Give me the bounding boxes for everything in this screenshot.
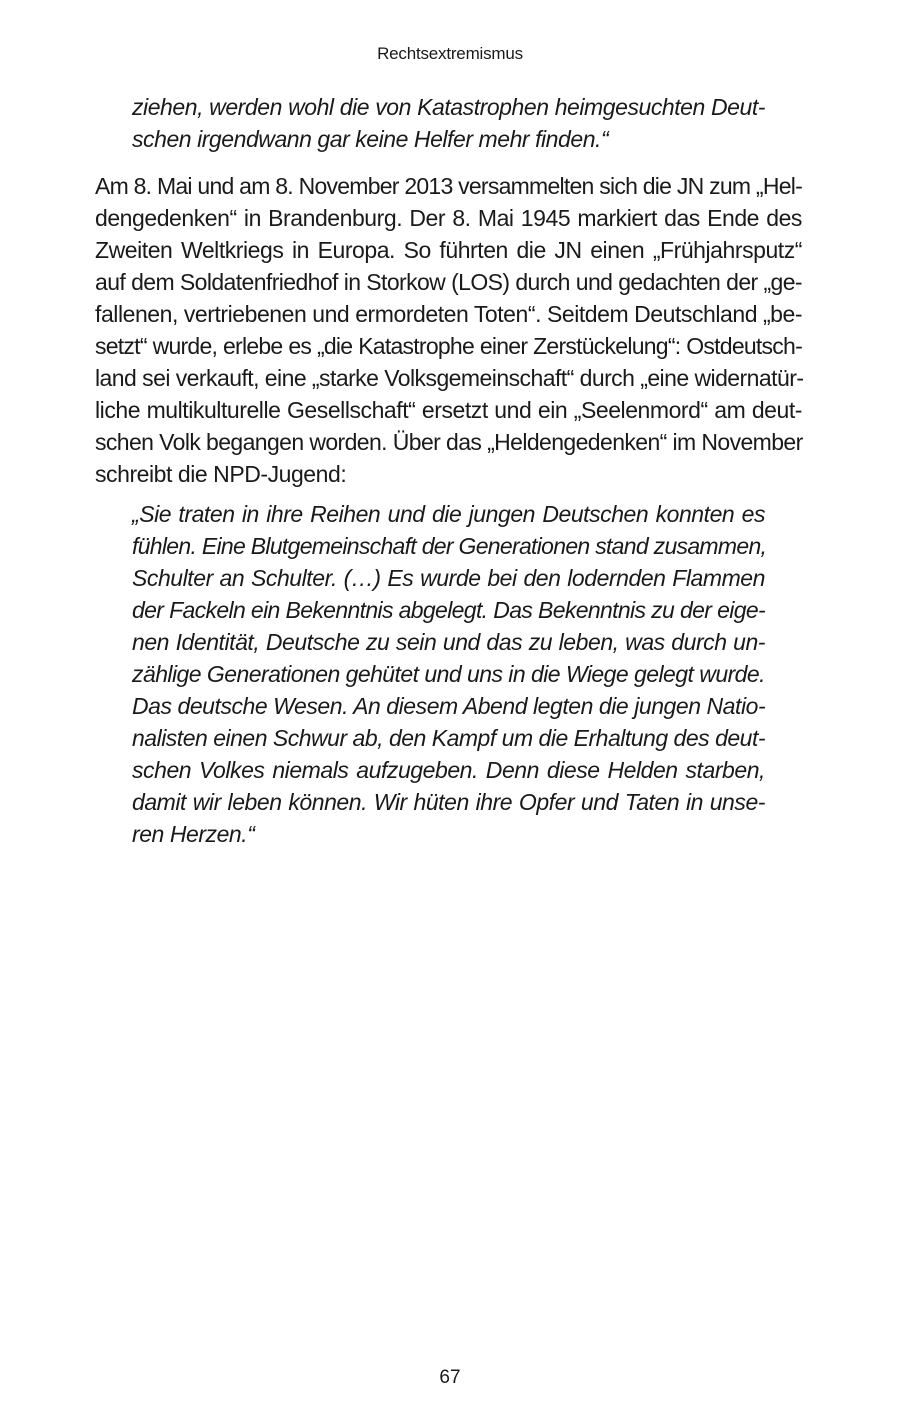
- quote-line: ren Herzen.“: [132, 821, 255, 847]
- quote-line: zählige Generationen gehütet und uns in die Wiege gelegt wurde.: [132, 661, 765, 687]
- paragraph-line: fallenen, vertriebenen und ermordeten Toten“. Seitdem Deutschland „be-: [95, 301, 803, 327]
- quote-line: Schulter an Schulter. (…) Es wurde bei den lodernden Flammen: [132, 565, 765, 591]
- paragraph-line: Zweiten Weltkriegs in Europa. So führten die JN einen „Frühjahrsputz“: [95, 237, 802, 263]
- running-header: Rechtsextremismus: [377, 44, 523, 63]
- paragraph-line: auf dem Soldatenfriedhof in Storkow (LOS) durch und gedachten der „ge-: [95, 269, 802, 295]
- paragraph-line: dengedenken“ in Brandenburg. Der 8. Mai 1945 markiert das Ende des: [95, 205, 802, 231]
- quote-line: schen irgendwann gar keine Helfer mehr finden.“: [132, 126, 609, 152]
- paragraph-line: land sei verkauft, eine „starke Volksgemeinschaft“ durch „eine widernatür-: [95, 365, 804, 391]
- quote-line: ziehen, werden wohl die von Katastrophen heimgesuchten Deut-: [132, 94, 765, 120]
- quote-line: schen Volkes niemals aufzugeben. Denn diese Helden starben,: [132, 757, 765, 783]
- page-number: 67: [439, 1367, 461, 1388]
- quote-line: der Fackeln ein Bekenntnis abgelegt. Das Bekenntnis zu der eige-: [132, 597, 765, 623]
- paragraph-line: Am 8. Mai und am 8. November 2013 versammelten sich die JN zum „Hel-: [95, 173, 803, 199]
- paragraph-line: liche multikulturelle Gesellschaft“ ersetzt und ein „Seelenmord“ am deut-: [95, 397, 802, 423]
- quote-line: nalisten einen Schwur ab, den Kampf um die Erhaltung des deut-: [132, 725, 765, 751]
- quote-line: „Sie traten in ihre Reihen und die jungen Deutschen konnten es: [132, 501, 765, 527]
- quote-line: fühlen. Eine Blutgemeinschaft der Generationen stand zusammen,: [132, 533, 767, 559]
- quote-line: nen Identität, Deutsche zu sein und das zu leben, was durch un-: [132, 629, 765, 655]
- paragraph-line: setzt“ wurde, erlebe es „die Katastrophe einer Zerstückelung“: Ostdeutsch-: [95, 333, 802, 359]
- quote-line: damit wir leben können. Wir hüten ihre Opfer und Taten in unse-: [132, 789, 765, 815]
- quote-line: Das deutsche Wesen. An diesem Abend legten die jungen Natio-: [132, 693, 766, 719]
- paragraph-line: schen Volk begangen worden. Über das „Heldengedenken“ im November: [95, 429, 803, 455]
- paragraph-line: schreibt die NPD-Jugend:: [95, 461, 347, 487]
